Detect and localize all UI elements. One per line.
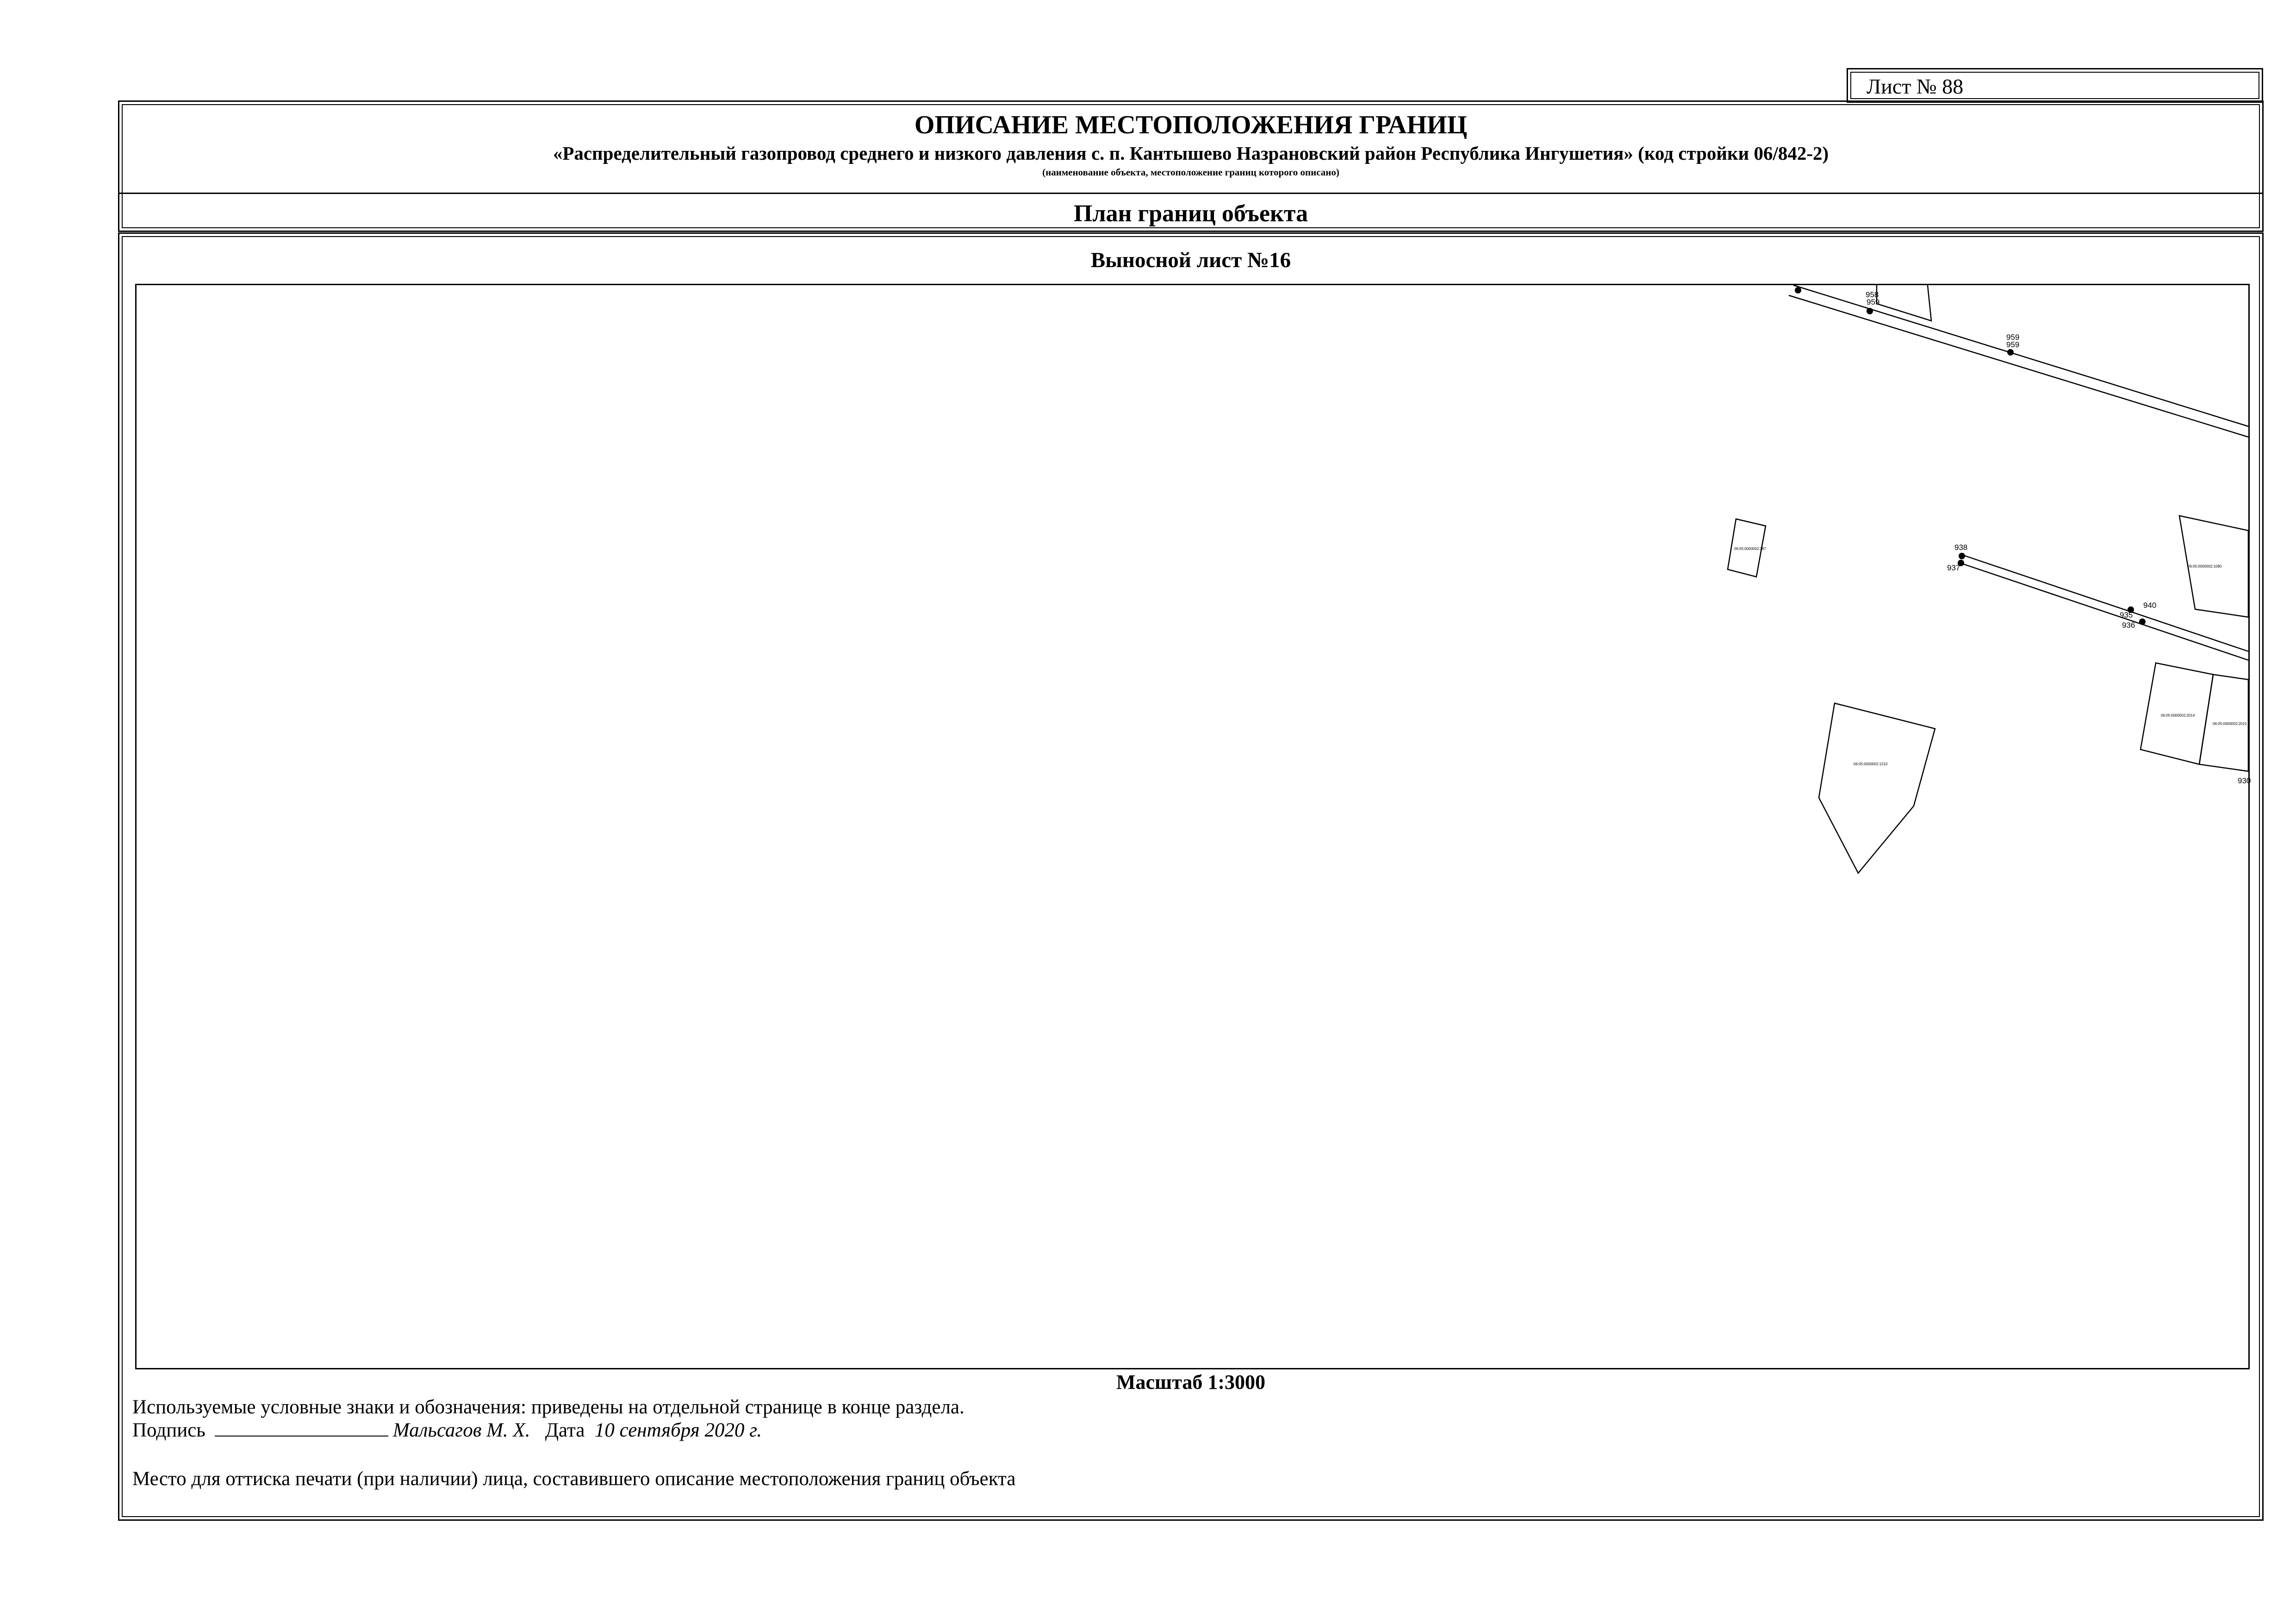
point-label: 959 [1867,298,1880,306]
point-label: 938 [1954,543,1968,552]
boundary-points [1795,287,2146,625]
map-frame [135,284,2250,1369]
legend-note: Используемые условные знаки и обозначения: приведены на отдельной странице в конце раздела. [132,1396,964,1418]
stamp-note: Место для оттиска печати (при наличии) лица, составившего описание местоположения границ объекта [132,1468,1016,1490]
document-title: ОПИСАНИЕ МЕСТОПОЛОЖЕНИЯ ГРАНИЦ [914,111,1468,139]
signature-blank [215,1420,388,1437]
parcel-label: 06:05:0000002:1080 [2188,564,2222,568]
point-label: 958 [1866,290,1879,299]
pipeline-strip-upper [1789,285,2248,437]
boundary-point [2139,618,2146,625]
point-label: 937 [1947,563,1960,572]
signer-name: Мальсагов М. Х. [392,1419,530,1441]
boundary-map [137,285,2251,1368]
boundary-point [1959,553,1965,559]
signature-line [132,1419,762,1442]
plan-section [118,232,2264,1521]
sheet-number: Лист № 88 [1867,75,1964,98]
sheet-number-box [1847,68,2263,103]
date-label: Дата [545,1419,585,1441]
document-header [118,100,2264,232]
header-divider [119,193,2262,194]
boundary-point [1867,308,1873,314]
parcel-label: 06:05:0000002:2014 [2161,713,2195,718]
boundary-point [1795,287,1801,294]
point-label: 959 [2006,333,2020,342]
pipeline-strip-middle [1960,555,2248,660]
parcel-label: 06:05:0000002:387 [1734,547,1766,551]
sheet-title: Выносной лист №16 [1090,248,1291,272]
object-name: «Распределительный газопровод среднего и низкого давления с. п. Кантышево Назрановский район Республика Ингушетия» (код стройки 06/842-2) [553,143,1829,164]
signature-date: 10 сентября 2020 г. [594,1419,762,1441]
parcel-1210 [1819,703,1935,873]
signature-label: Подпись [132,1419,205,1441]
map-scale: Масштаб 1:3000 [1116,1371,1265,1393]
point-label: 936 [2122,621,2135,630]
parcel-label: 06:05:0000002:1210 [1854,762,1888,766]
parcel-label: 06:05:0000002:2015 [2213,722,2247,726]
plan-title: План границ объекта [1073,200,1308,227]
point-label: 930 [2238,776,2251,785]
point-label: 935 [2120,611,2133,619]
point-label: 959 [2006,340,2020,349]
boundary-point [2007,349,2014,356]
object-name-caption: (наименование объекта, местоположение границ которого описано) [1042,167,1339,178]
point-label: 940 [2143,601,2157,610]
